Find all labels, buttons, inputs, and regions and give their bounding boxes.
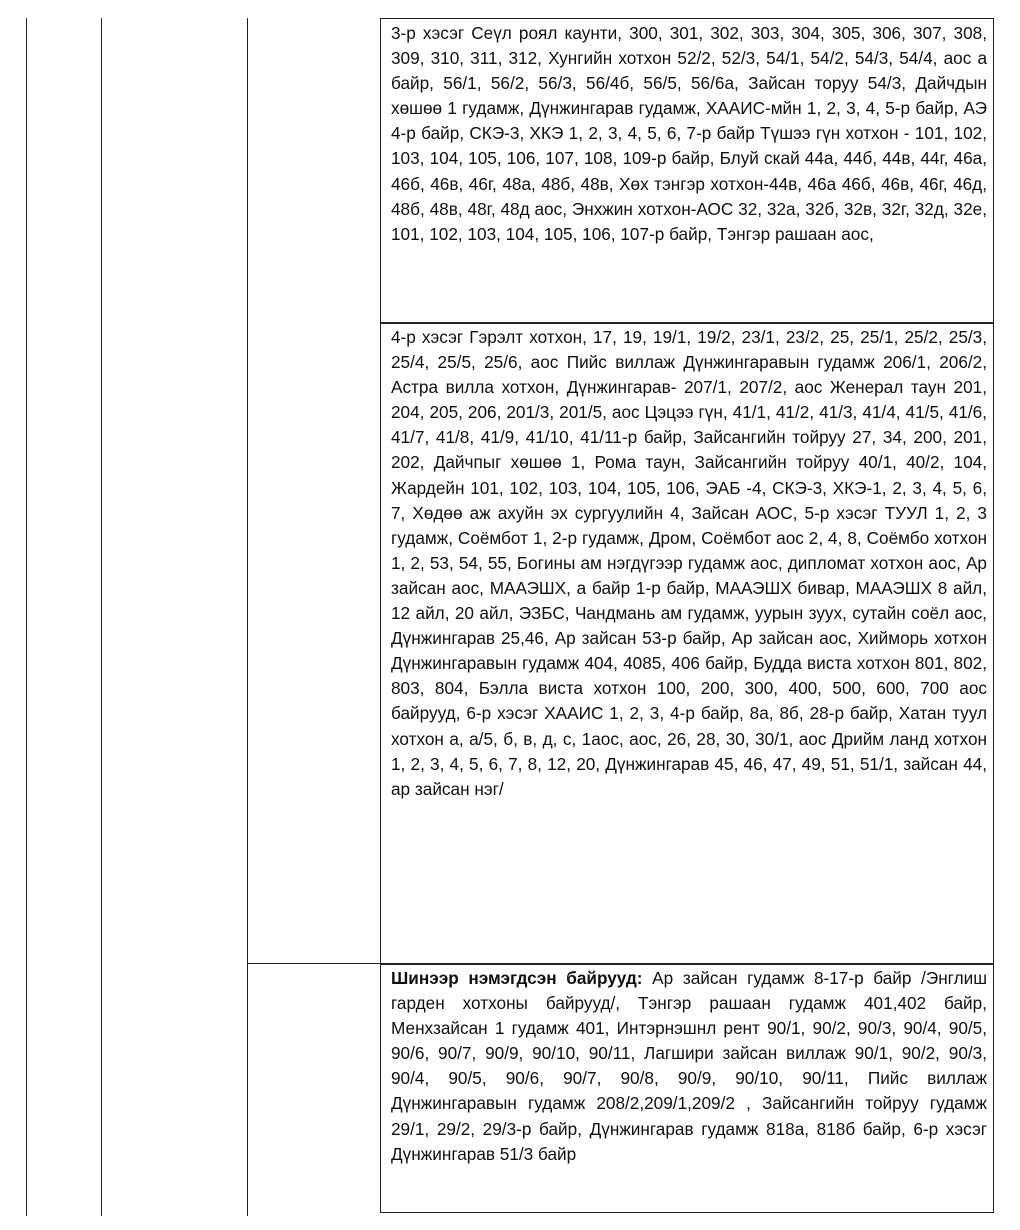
- table-column-border-1: [26, 18, 27, 1216]
- table-cell-district-4: [380, 322, 994, 965]
- table-cell-new-buildings: [380, 963, 994, 1213]
- new-buildings-heading: Шинээр нэмэгдсэн байрууд:: [391, 968, 643, 988]
- table-row-divider: [248, 963, 380, 964]
- table-column-border-2: [101, 18, 102, 1216]
- table-cell-district-3: [380, 18, 994, 324]
- table-column-border-3: [247, 18, 248, 1216]
- new-buildings-text: Ар зайсан гудамж 8-17-р байр /Энглиш гарден хотхоны байрууд/, Тэнгэр рашаан гудамж 401,402 байр, Менхзайсан 1 гудамж 401, Интэрнэшнл рент 90/1, 90/2, 90/3, 90/4, 90/5, 90/6, 90/7, 90/9, 90/10, 90/11, Лагшири зайсан виллаж 90/1, 90/2, 90/3, 90/4, 90/5, 90/6, 90/7, 90/8, 90/9, 90/10, 90/11, Пийс виллаж Дүнжингаравын гудамж 208/2,209/1,209/2 , Зайсангийн тойруу гудамж 29/1, 29/2, 29/3-р байр, Дүнжингарав гудамж 818а, 818б байр, 6-р хэсэг Дүнжингарав 51/3 байр: [391, 968, 987, 1164]
- cell-text: [391, 966, 987, 1167]
- cell-text: 3-р хэсэг Сеүл роял каунти, 300, 301, 302, 303, 304, 305, 306, 307, 308, 309, 310, 311, 312, Хунгийн хотхон 52/2, 52/3, 54/1, 54/2, 54/3, 54/4, аос а байр, 56/1, 56/2, 56/3, 56/4б, 56/5, 56/6а, Зайсан торуу 54/3, Дайчдын хөшөө 1 гудамж, Дүнжингарав гудамж, ХААИС-мйн 1, 2, 3, 4, 5-р байр, АЭ 4-р байр, СКЭ-3, ХКЭ 1, 2, 3, 4, 5, 6, 7-р байр Түшээ гүн хотхон - 101, 102, 103, 104, 105, 106, 107, 108, 109-р байр, Блуй скай 44а, 44б, 44в, 44г, 46а, 46б, 46в, 46г, 48а, 48б, 48в, Хөх тэнгэр хотхон-44в, 46а 46б, 46в, 46г, 46д, 48б, 48в, 48г, 48д аос, Энхжин хотхон-АОС 32, 32а, 32б, 32в, 32г, 32д, 32е, 101, 102, 103, 104, 105, 106, 107-р байр, Тэнгэр рашаан аос,: [391, 23, 987, 244]
- cell-text: 4-р хэсэг Гэрэлт хотхон, 17, 19, 19/1, 19/2, 23/1, 23/2, 25, 25/1, 25/2, 25/3, 25/4, 25/5, 25/6, аос Пийс виллаж Дүнжингаравын гудамж 206/1, 206/2, Астра вилла хотхон, Дүнжингарав- 207/1, 207/2, аос Женерал таун 201, 204, 205, 206, 201/3, 201/5, аос Цэцээ гүн, 41/1, 41/2, 41/3, 41/4, 41/5, 41/6, 41/7, 41/8, 41/9, 41/10, 41/11-р байр, Зайсангийн тойруу 27, 34, 200, 201, 202, Дайчпыг хөшөө 1, Рома таун, Зайсангийн тойруу 40/1, 40/2, 104, Жардейн 101, 102, 103, 104, 105, 106, ЭАБ -4, СКЭ-3, ХКЭ-1, 2, 3, 4, 5, 6, 7, Хөдөө аж ахуйн эх сургуулийн 4, Зайсан АОС, 5-р хэсэг ТУУЛ 1, 2, 3 гудамж, Соёмбот 1, 2-р гудамж, Дром, Соёмбот аос 2, 4, 8, Соёмбо хотхон 1, 2, 53, 54, 55, Богины ам нэгдүгээр гудамж аос, дипломат хотхон аос, Ар зайсан аос, МААЭШХ, а байр 1-р байр, МААЭШХ бивар, МААЭШХ 8 айл, 12 айл, 20 айл, ЭЗБС, Чандмань ам гудамж, уурын зуух, сутайн соёл аос, Дүнжингарав 25,46, Ар зайсан 53-р байр, Ар зайсан аос, Хийморь хотхон Дүнжингаравын гудамж 404, 4085, 406 байр, Будда виста хотхон 801, 802, 803, 804, Бэлла виста хотхон 100, 200, 300, 400, 500, 600, 700 аос байрууд, 6-р хэсэг ХААИС 1, 2, 3, 4-р байр, 8а, 8б, 28-р байр, Хатан туул хотхон а, а/5, б, в, д, с, 1аос, аос, 26, 28, 30, 30/1, аос Дрийм ланд хотхон 1, 2, 3, 4, 5, 6, 7, 8, 12, 20, Дүнжингарав 45, 46, 47, 49, 51, 51/1, зайсан 44, ар зайсан нэг/: [391, 327, 987, 799]
